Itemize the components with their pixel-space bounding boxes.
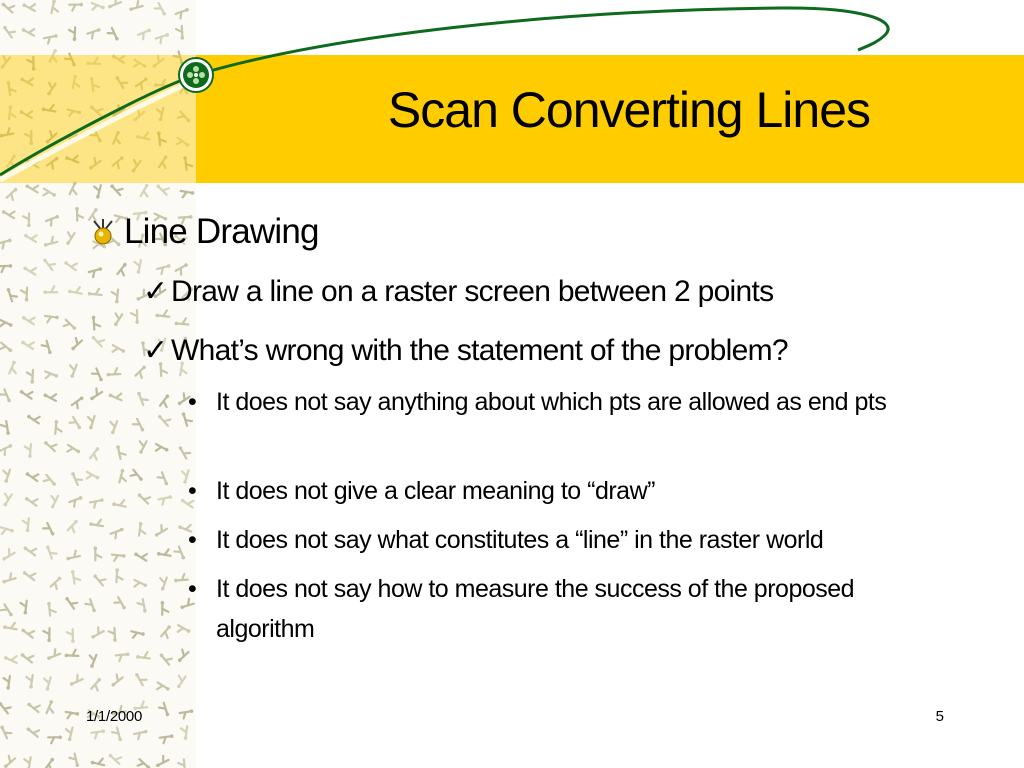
checkmark-icon: ✓ — [143, 334, 168, 367]
bullet-level3-text: It does not give a clear meaning to “draw” — [216, 477, 655, 505]
bullet-level3-text: It does not say what constitutes a “line” in the raster world — [216, 526, 824, 554]
yellow-bulb-bullet-icon — [90, 219, 116, 245]
bullet-level3-text: It does not say anything about which pts are allowed as end pts — [216, 388, 887, 416]
bullet-dot: • — [188, 477, 197, 505]
bullet-level1-text: Line Drawing — [124, 212, 319, 251]
bullet-level2-text: What’s wrong with the statement of the problem? — [171, 334, 788, 367]
bullet-level2-text: Draw a line on a raster screen between 2 points — [171, 275, 774, 308]
bullet-dot: • — [188, 388, 197, 416]
footer-page-number: 5 — [935, 708, 944, 725]
bullet-level3-text: It does not say how to measure the success of the proposed algorithm — [216, 575, 855, 643]
bullet-dot: • — [188, 575, 197, 603]
bullet-dot: • — [188, 526, 197, 554]
slide-title: Scan Converting Lines — [387, 82, 870, 138]
footer-date: 1/1/2000 — [86, 708, 142, 725]
checkmark-icon: ✓ — [143, 275, 168, 308]
